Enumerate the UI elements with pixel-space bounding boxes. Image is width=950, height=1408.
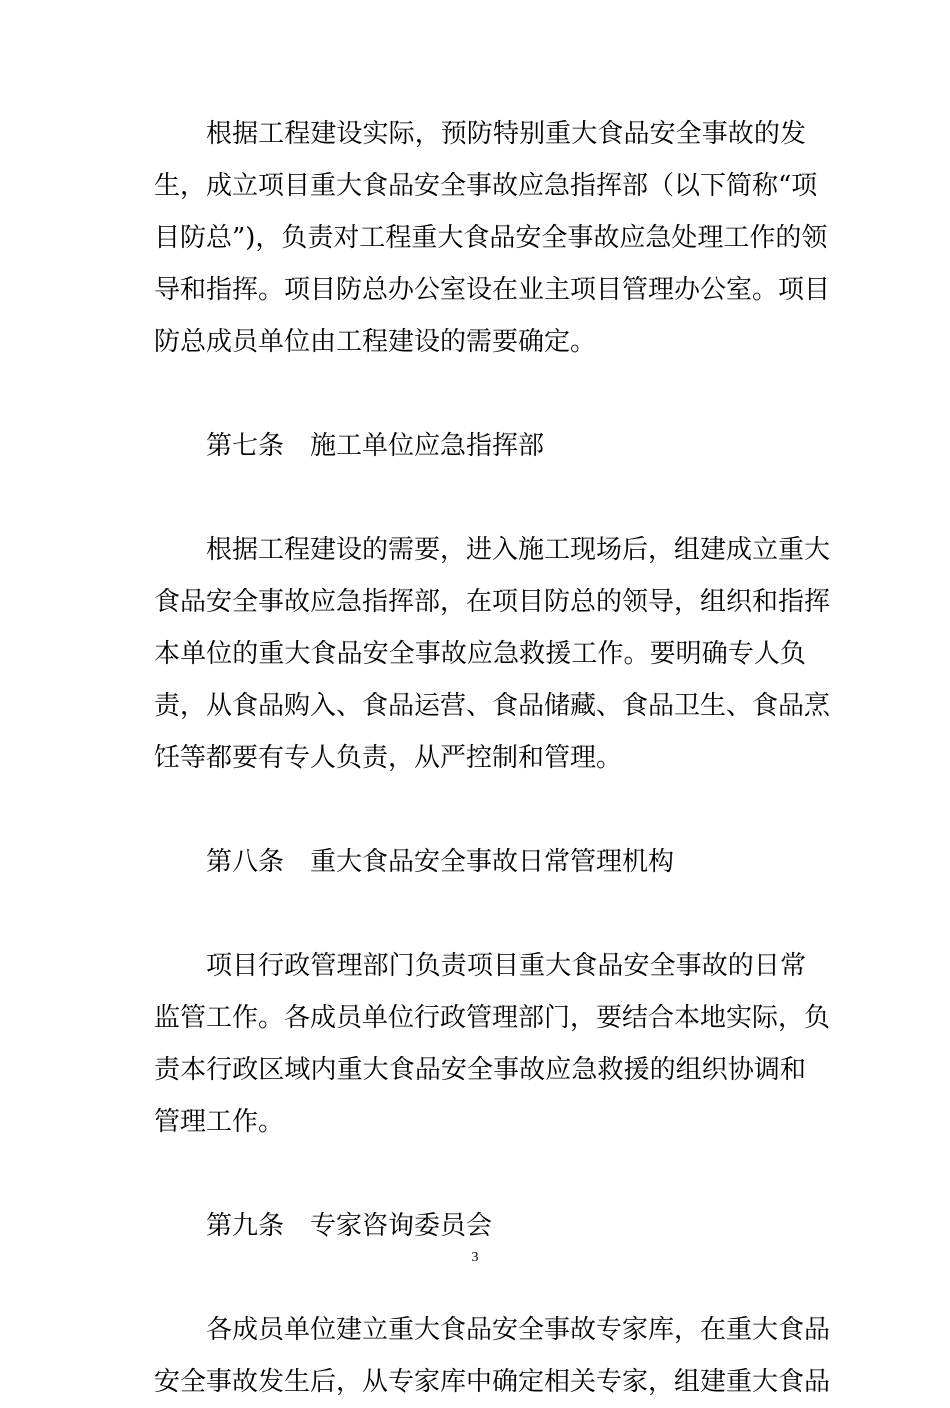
paragraph-spacer — [154, 1148, 806, 1200]
paragraph-line: 安全事故发生后，从专家库中确定相关专家，组建重大食品 — [154, 1367, 831, 1397]
paragraph — [154, 940, 831, 1148]
paragraph-line: 防总成员单位由工程建设的需要确定。 — [154, 327, 597, 357]
paragraph-line: 食品安全事故应急指挥部，在项目防总的领导，组织和指挥 — [154, 587, 831, 617]
paragraph-spacer — [154, 784, 806, 836]
paragraph-spacer — [154, 472, 806, 524]
paragraph-line: 根据工程建设的需要，进入施工现场后，组建成立重大 — [206, 535, 831, 565]
paragraph-line: 各成员单位建立重大食品安全事故专家库，在重大食品 — [206, 1315, 831, 1345]
article-heading-9: 第九条 专家咨询委员会 — [206, 1211, 493, 1241]
paragraph-spacer — [154, 368, 806, 420]
page-number: 3 — [471, 1250, 479, 1265]
article-heading-7: 第七条 施工单位应急指挥部 — [206, 431, 545, 461]
paragraph-line: 根据工程建设实际，预防特别重大食品安全事故的发 — [206, 119, 806, 149]
paragraph-line: 项目行政管理部门负责项目重大食品安全事故的日常 — [206, 951, 806, 981]
paragraph — [154, 1304, 831, 1408]
article-heading-8: 第八条 重大食品安全事故日常管理机构 — [206, 847, 675, 877]
paragraph-line: 饪等都要有专人负责，从严控制和管理。 — [154, 743, 623, 773]
paragraph-line: 责本行政区域内重大食品安全事故应急救援的组织协调和 — [154, 1055, 806, 1085]
document-body — [154, 108, 831, 1408]
paragraph-line: 导和指挥。项目防总办公室设在业主项目管理办公室。项目 — [154, 275, 831, 305]
paragraph-line: 管理工作。 — [154, 1107, 285, 1137]
paragraph-spacer — [154, 888, 806, 940]
paragraph-line: 监管工作。各成员单位行政管理部门，要结合本地实际，负 — [154, 1003, 831, 1033]
paragraph — [154, 524, 831, 784]
paragraph-line: 生，成立项目重大食品安全事故应急指挥部（以下简称“项 — [154, 171, 818, 201]
paragraph-line: 本单位的重大食品安全事故应急救援工作。要明确专人负 — [154, 639, 806, 669]
paragraph-line: 目防总”)，负责对工程重大食品安全事故应急处理工作的领 — [154, 223, 828, 253]
paragraph — [154, 108, 831, 368]
paragraph-line: 责，从食品购入、食品运营、食品储藏、食品卫生、食品烹 — [154, 691, 831, 721]
